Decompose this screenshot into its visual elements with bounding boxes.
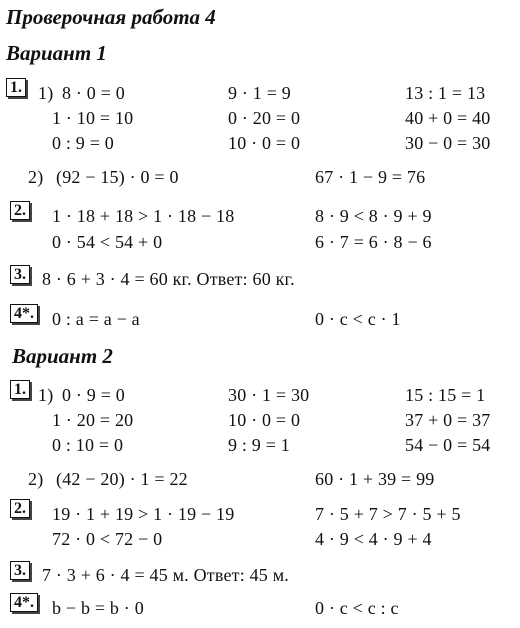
task-solution: 7 · 3 + 6 · 4 = 45 м. Ответ: 45 м.: [42, 565, 289, 585]
task-number-badge: 3.: [10, 265, 30, 284]
task-solution: 8 · 6 + 3 · 4 = 60 кг. Ответ: 60 кг.: [42, 269, 295, 289]
equation: 10 · 0 = 0: [228, 410, 301, 430]
equation: (42 − 20) · 1 = 22: [56, 469, 188, 489]
task-number-badge: 3.: [10, 561, 30, 580]
part-label: 1): [38, 385, 54, 405]
equation: 30 · 1 = 30: [228, 385, 310, 405]
equation: (92 − 15) · 0 = 0: [56, 167, 179, 187]
comparison: 1 · 18 + 18 > 1 · 18 − 18: [52, 206, 235, 226]
task-number-badge: 1.: [6, 78, 26, 97]
part-label: 2): [28, 469, 44, 489]
equation: 37 + 0 = 37: [405, 410, 491, 430]
variant-2-heading: Вариант 2: [12, 344, 113, 368]
comparison: b − b = b · 0: [52, 598, 144, 618]
equation: 60 · 1 + 39 = 99: [315, 469, 435, 489]
equation: 1 · 20 = 20: [52, 410, 134, 430]
variant-1-heading: Вариант 1: [6, 41, 107, 65]
equation: 15 : 15 = 1: [405, 385, 486, 405]
page-title: Проверочная работа 4: [6, 5, 216, 29]
comparison: 7 · 5 + 7 > 7 · 5 + 5: [315, 504, 461, 524]
comparison: 19 · 1 + 19 > 1 · 19 − 19: [52, 504, 235, 524]
comparison: 0 · 54 < 54 + 0: [52, 232, 163, 252]
task-number-badge: 4*.: [10, 304, 38, 323]
task-number-badge: 2.: [10, 201, 30, 220]
part-label: 1): [38, 83, 54, 103]
equation: 9 · 1 = 9: [228, 83, 291, 103]
equation: 10 · 0 = 0: [228, 133, 301, 153]
comparison: 0 · c < c · 1: [315, 309, 401, 329]
equation: 9 : 9 = 1: [228, 435, 290, 455]
equation: 0 : 9 = 0: [52, 133, 114, 153]
comparison: 0 · c < c : c: [315, 598, 399, 618]
equation: 0 · 20 = 0: [228, 108, 301, 128]
comparison: 4 · 9 < 4 · 9 + 4: [315, 529, 432, 549]
equation: 8 · 0 = 0: [62, 83, 125, 103]
equation: 0 · 9 = 0: [62, 385, 125, 405]
equation: 13 : 1 = 13: [405, 83, 486, 103]
equation: 1 · 10 = 10: [52, 108, 134, 128]
equation: 40 + 0 = 40: [405, 108, 491, 128]
part-label: 2): [28, 167, 44, 187]
equation: 30 − 0 = 30: [405, 133, 491, 153]
equation: 54 − 0 = 54: [405, 435, 491, 455]
equation: 0 : 10 = 0: [52, 435, 124, 455]
equation: 67 · 1 − 9 = 76: [315, 167, 426, 187]
task-number-badge: 4*.: [10, 593, 38, 612]
comparison: 6 · 7 = 6 · 8 − 6: [315, 232, 432, 252]
comparison: 8 · 9 < 8 · 9 + 9: [315, 206, 432, 226]
task-number-badge: 2.: [10, 499, 30, 518]
comparison: 72 · 0 < 72 − 0: [52, 529, 163, 549]
comparison: 0 : a = a − a: [52, 309, 140, 329]
task-number-badge: 1.: [10, 380, 30, 399]
